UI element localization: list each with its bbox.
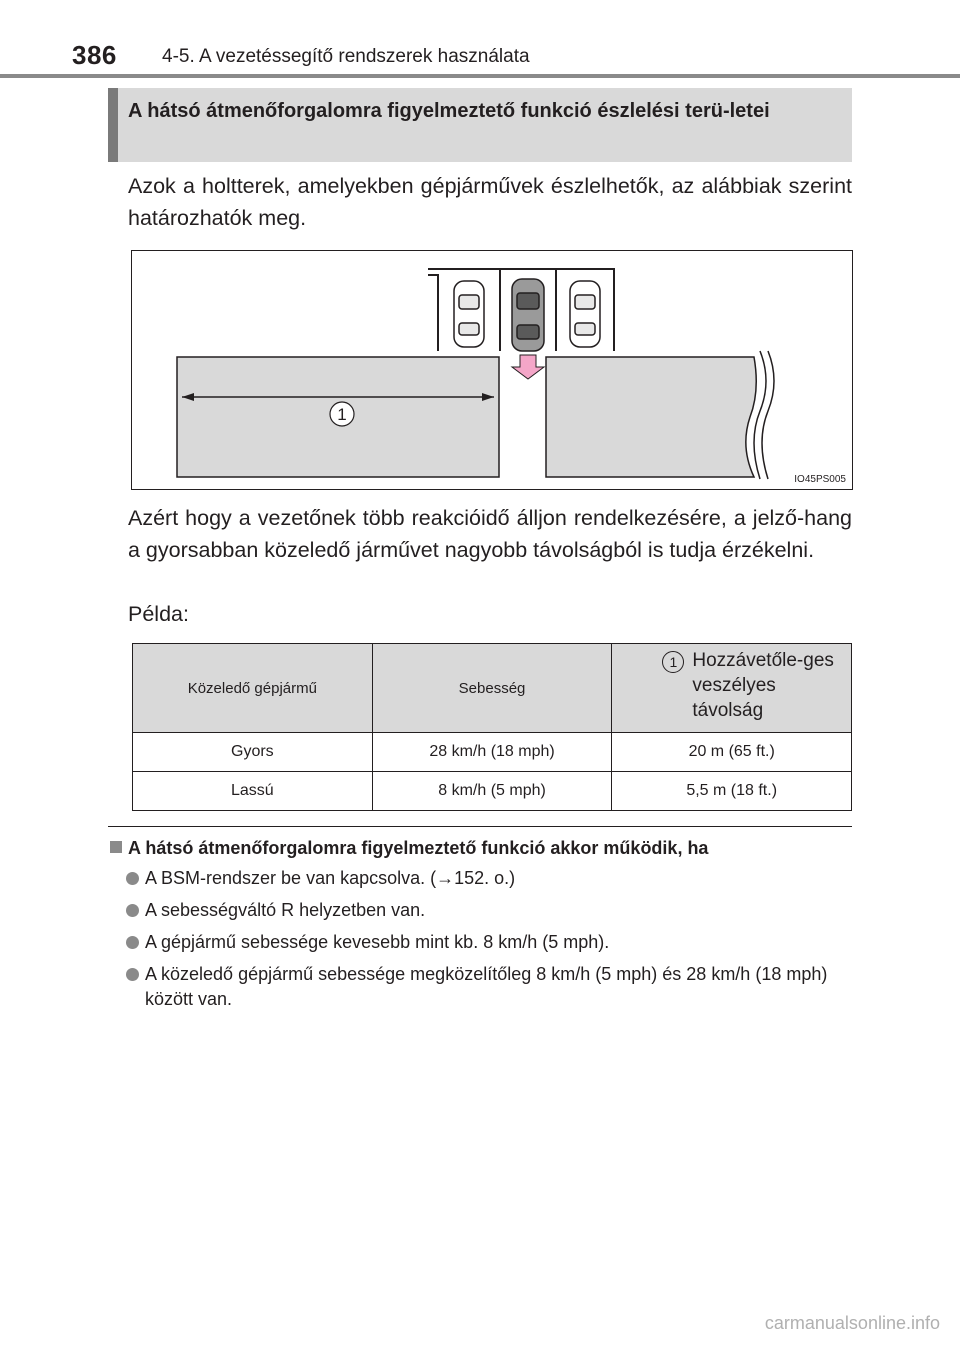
table-row	[133, 772, 852, 811]
parking-diagram	[132, 251, 852, 489]
square-bullet-icon	[110, 841, 122, 853]
header-speed: Sebesség	[372, 644, 612, 733]
header-distance	[612, 644, 852, 733]
table-row	[133, 733, 852, 772]
cell-distance: 20 m (65 ft.)	[612, 733, 852, 772]
bullet-icon	[126, 936, 139, 949]
list-item-text: A sebességváltó R helyzetben van.	[145, 900, 426, 920]
list-item	[126, 866, 852, 891]
example-table	[132, 643, 852, 811]
list-item-text: A közeledő gépjármű sebessége megközelítőleg 8 km/h (5 mph) és 28 km/h (18 mph) között van.	[145, 964, 828, 1009]
figure-label: 1	[337, 405, 347, 424]
bullet-icon	[126, 968, 139, 981]
figure-code: IO45PS005	[794, 474, 846, 485]
section-title: A hátsó átmenőforgalomra figyelmeztető funkció észlelési terü-letei	[128, 100, 770, 122]
conditions-heading	[110, 838, 852, 859]
section-divider	[108, 826, 852, 827]
cell-vehicle: Lassú	[133, 772, 373, 811]
reverse-arrow	[512, 355, 544, 379]
cell-distance: 5,5 m (18 ft.)	[612, 772, 852, 811]
header-vehicle: Közeledő gépjármű	[133, 644, 373, 733]
distance-marker: 1	[662, 651, 684, 673]
watermark: carmanualsonline.info	[764, 1313, 940, 1333]
reaction-paragraph: Azért hogy a vezetőnek több reakcióidő álljon rendelkezésére, a jelző-hang a gyorsabban közeledő járművet nagyobb távolságból is tudja érzékelni.	[128, 506, 852, 562]
detection-area-figure	[131, 250, 853, 490]
list-item	[126, 962, 852, 1012]
section-heading	[108, 88, 852, 162]
cell-vehicle: Gyors	[133, 733, 373, 772]
section-bar	[108, 88, 118, 162]
conditions-title: A hátsó átmenőforgalomra figyelmeztető funkció akkor működik, ha	[128, 838, 709, 858]
cell-speed: 28 km/h (18 mph)	[372, 733, 612, 772]
detection-area-right	[546, 357, 756, 477]
reversing-car	[512, 279, 544, 351]
page-number: 386	[72, 40, 117, 70]
bullet-icon	[126, 872, 139, 885]
list-item-text: A gépjármű sebessége kevesebb mint kb. 8 km/h (5 mph).	[145, 932, 610, 952]
list-item	[126, 930, 852, 955]
header-distance-label: Hozzávetőle-ges veszélyes távolság	[692, 650, 834, 721]
bullet-icon	[126, 904, 139, 917]
chapter-title: 4-5. A vezetéssegítő rendszerek használata	[162, 46, 530, 67]
list-item-text: A BSM-rendszer be van kapcsolva. (→152. o.)	[145, 868, 516, 888]
list-item	[126, 898, 852, 923]
parked-car-right	[570, 281, 600, 347]
header-rule	[0, 74, 960, 78]
intro-paragraph: Azok a holtterek, amelyekben gépjárművek észlelhetők, az alábbiak szerint határozhatók meg.	[128, 174, 852, 230]
parked-car-left	[454, 281, 484, 347]
example-label: Példa:	[128, 602, 189, 626]
cell-speed: 8 km/h (5 mph)	[372, 772, 612, 811]
